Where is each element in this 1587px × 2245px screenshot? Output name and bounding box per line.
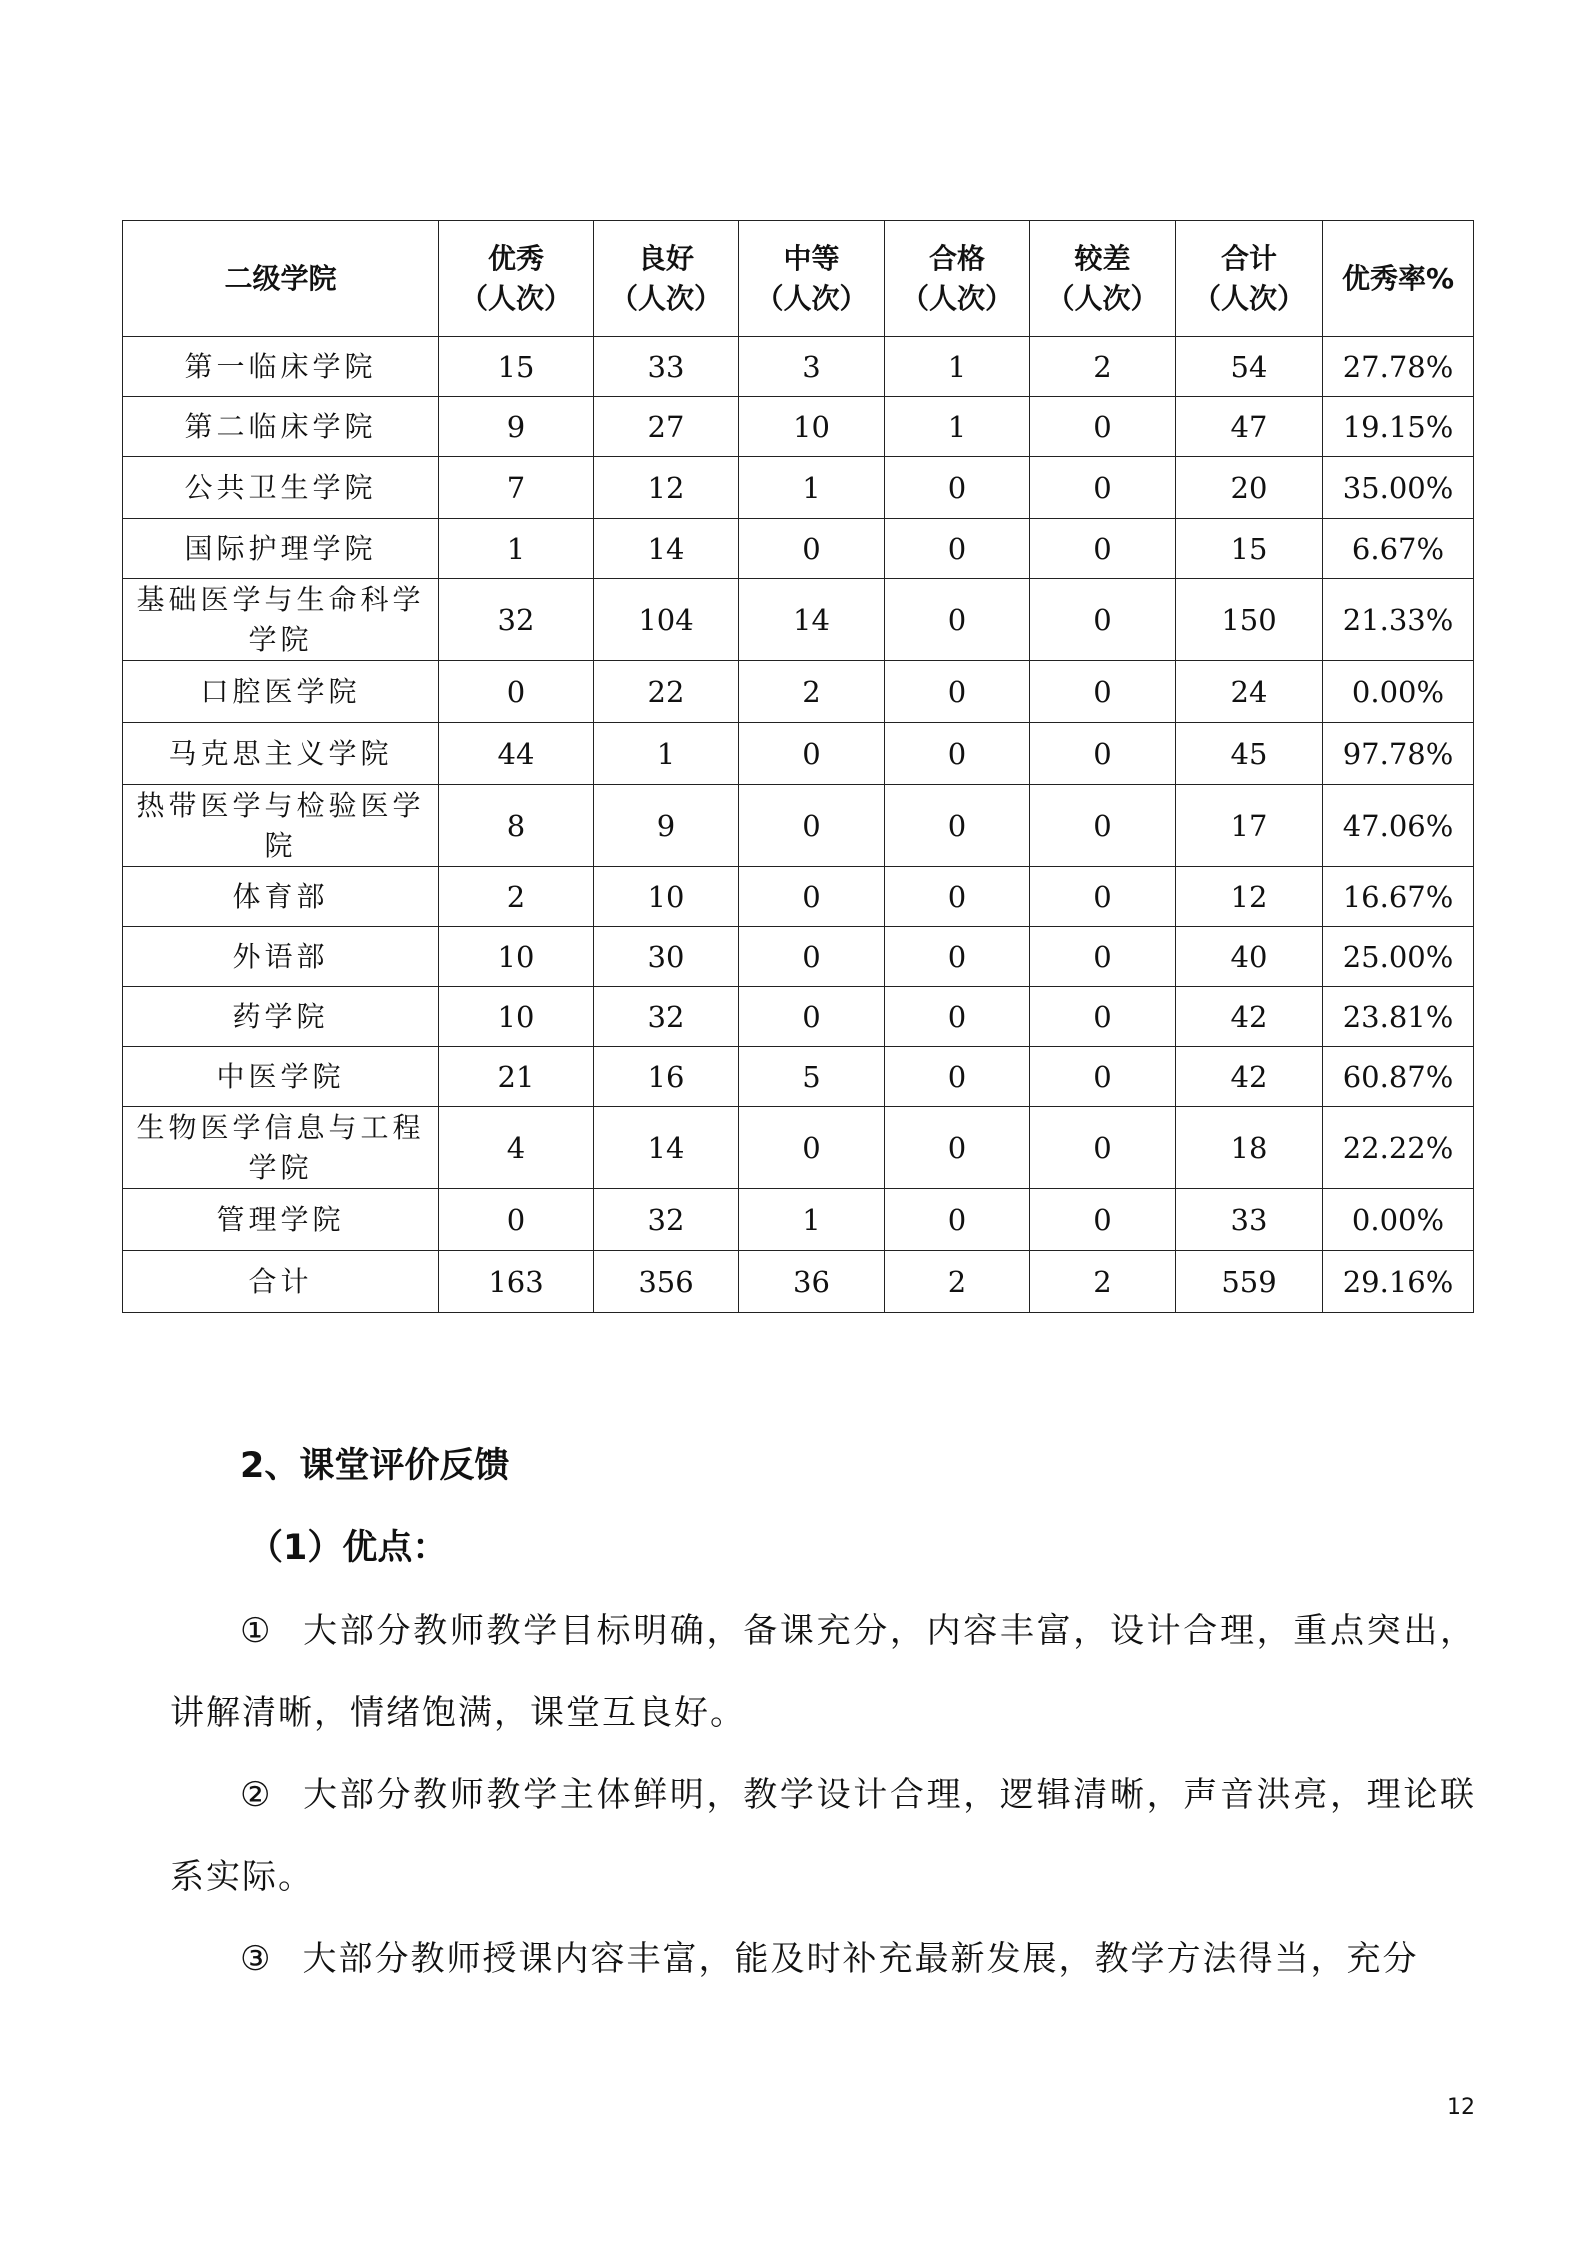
column-header [439, 221, 594, 337]
table-cell: 2 [1030, 337, 1176, 397]
table-cell: 44 [439, 723, 594, 785]
table-row [123, 397, 1474, 457]
table-cell: 0 [1030, 785, 1176, 867]
college-name-cell: 第二临床学院 [123, 397, 439, 457]
table-cell: 0 [1030, 927, 1176, 987]
college-name-cell: 公共卫生学院 [123, 457, 439, 519]
page-number: 12 [1447, 2095, 1475, 2120]
table-row [123, 457, 1474, 519]
table-cell: 1 [739, 457, 885, 519]
column-header [1176, 221, 1323, 337]
column-header [1030, 221, 1176, 337]
table-cell: 42 [1176, 987, 1323, 1047]
column-header [594, 221, 739, 337]
college-name-cell: 生物医学信息与工程学院 [123, 1107, 439, 1189]
column-header-unit: （人次） [1192, 281, 1305, 315]
table-cell: 47 [1176, 397, 1323, 457]
table-cell: 42 [1176, 1047, 1323, 1107]
table-cell: 2 [885, 1251, 1030, 1313]
column-header-label: 中等 [783, 241, 840, 275]
table-cell: 0 [739, 867, 885, 927]
table-cell: 0 [1030, 519, 1176, 579]
subsection-title: （1）优点： [248, 1528, 448, 1568]
table-cell: 12 [1176, 867, 1323, 927]
college-name-cell: 口腔医学院 [123, 661, 439, 723]
table-cell: 16 [594, 1047, 739, 1107]
column-header-unit: （人次） [900, 281, 1013, 315]
table-cell: 10 [439, 927, 594, 987]
table-cell: 6.67% [1323, 519, 1474, 579]
table-cell: 17 [1176, 785, 1323, 867]
column-header-unit: （人次） [755, 281, 868, 315]
table-cell: 14 [739, 579, 885, 661]
table-cell: 54 [1176, 337, 1323, 397]
column-header-unit: （人次） [1046, 281, 1159, 315]
table-cell: 2 [439, 867, 594, 927]
table-cell: 0 [739, 785, 885, 867]
college-name-cell: 合计 [123, 1251, 439, 1313]
table-cell: 1 [594, 723, 739, 785]
college-name-cell: 基础医学与生命科学学院 [123, 579, 439, 661]
column-header [885, 221, 1030, 337]
table-cell: 0 [1030, 723, 1176, 785]
table-cell: 35.00% [1323, 457, 1474, 519]
table-cell: 0 [739, 987, 885, 1047]
table-cell: 33 [594, 337, 739, 397]
column-header-label: 二级学院 [224, 261, 337, 295]
table-row [123, 519, 1474, 579]
table-cell: 15 [439, 337, 594, 397]
table-cell: 36 [739, 1251, 885, 1313]
table-cell: 0 [739, 723, 885, 785]
column-header-label: 良好 [637, 241, 694, 275]
column-header [1323, 221, 1474, 337]
paragraph-text: 大部分教师教学目标明确，备课充分，内容丰富，设计合理，重点突出，讲解清晰，情绪饱满，课堂互良好。 [170, 1611, 1476, 1733]
table-cell: 30 [594, 927, 739, 987]
table-cell: 33 [1176, 1189, 1323, 1251]
table-cell: 0 [885, 579, 1030, 661]
table-cell: 9 [594, 785, 739, 867]
paragraph-text: 大部分教师授课内容丰富，能及时补充最新发展，教学方法得当，充分 [302, 1939, 1419, 1979]
table-cell: 97.78% [1323, 723, 1474, 785]
table-cell: 29.16% [1323, 1251, 1474, 1313]
table-cell: 3 [739, 337, 885, 397]
college-name-cell: 国际护理学院 [123, 519, 439, 579]
table-cell: 10 [439, 987, 594, 1047]
table-row [123, 1047, 1474, 1107]
table-row [123, 1107, 1474, 1189]
table-cell: 0 [1030, 867, 1176, 927]
column-header-unit: （人次） [609, 281, 722, 315]
table-cell: 0 [885, 1107, 1030, 1189]
table-cell: 559 [1176, 1251, 1323, 1313]
table-cell: 163 [439, 1251, 594, 1313]
table-row [123, 867, 1474, 927]
table-cell: 21.33% [1323, 579, 1474, 661]
table-cell: 1 [439, 519, 594, 579]
paragraph-marker: ③ [240, 1939, 273, 1979]
table-cell: 0 [1030, 457, 1176, 519]
table-cell: 0 [1030, 661, 1176, 723]
table-cell: 14 [594, 1107, 739, 1189]
table-cell: 10 [594, 867, 739, 927]
table-cell: 9 [439, 397, 594, 457]
table-row [123, 579, 1474, 661]
table-cell: 0 [439, 661, 594, 723]
column-header-label: 优秀率% [1341, 261, 1455, 295]
table-cell: 0 [885, 457, 1030, 519]
table-cell: 47.06% [1323, 785, 1474, 867]
table-cell: 27 [594, 397, 739, 457]
table-header-row [123, 221, 1474, 337]
table-cell: 24 [1176, 661, 1323, 723]
table-cell: 356 [594, 1251, 739, 1313]
table-cell: 20 [1176, 457, 1323, 519]
table-cell: 4 [439, 1107, 594, 1189]
paragraph-text: 大部分教师教学主体鲜明，教学设计合理，逻辑清晰，声音洪亮，理论联系实际。 [170, 1775, 1476, 1897]
table-cell: 60.87% [1323, 1047, 1474, 1107]
table-row [123, 1251, 1474, 1313]
table-cell: 0 [885, 785, 1030, 867]
table-body [123, 337, 1474, 1313]
table-cell: 0 [885, 867, 1030, 927]
table-cell: 0 [885, 519, 1030, 579]
table-cell: 0 [739, 519, 885, 579]
table-cell: 0 [739, 1107, 885, 1189]
table-row [123, 987, 1474, 1047]
table-cell: 1 [885, 397, 1030, 457]
table-cell: 19.15% [1323, 397, 1474, 457]
table-cell: 0 [1030, 987, 1176, 1047]
table-row [123, 927, 1474, 987]
table-cell: 0 [885, 723, 1030, 785]
section-title: 2、课堂评价反馈 [240, 1446, 510, 1486]
college-name-cell: 管理学院 [123, 1189, 439, 1251]
college-name-cell: 第一临床学院 [123, 337, 439, 397]
table-cell: 22 [594, 661, 739, 723]
table-cell: 0 [739, 927, 885, 987]
table-cell: 0 [1030, 397, 1176, 457]
table-cell: 14 [594, 519, 739, 579]
table-cell: 0 [885, 661, 1030, 723]
table-cell: 150 [1176, 579, 1323, 661]
table-cell: 0.00% [1323, 1189, 1474, 1251]
college-name-cell: 热带医学与检验医学院 [123, 785, 439, 867]
table-row [123, 723, 1474, 785]
table-cell: 7 [439, 457, 594, 519]
table-row [123, 1189, 1474, 1251]
table-cell: 10 [739, 397, 885, 457]
table-cell: 104 [594, 579, 739, 661]
paragraph-2 [170, 1754, 1476, 1918]
table-cell: 2 [739, 661, 885, 723]
table-cell: 0 [885, 927, 1030, 987]
table-cell: 1 [739, 1189, 885, 1251]
table-cell: 32 [439, 579, 594, 661]
table-cell: 5 [739, 1047, 885, 1107]
table-cell: 0 [1030, 1107, 1176, 1189]
table-cell: 0 [439, 1189, 594, 1251]
table-cell: 12 [594, 457, 739, 519]
table-cell: 0 [1030, 1047, 1176, 1107]
table-cell: 2 [1030, 1251, 1176, 1313]
table-cell: 40 [1176, 927, 1323, 987]
table-row [123, 661, 1474, 723]
column-header-label: 优秀 [487, 241, 544, 275]
paragraph-marker: ② [240, 1775, 274, 1815]
table-cell: 0 [885, 987, 1030, 1047]
column-header [739, 221, 885, 337]
table-cell: 32 [594, 1189, 739, 1251]
evaluation-table [122, 220, 1474, 1313]
table-cell: 0 [1030, 1189, 1176, 1251]
column-header-label: 较差 [1074, 241, 1131, 275]
column-header-label: 合格 [928, 241, 985, 275]
table-cell: 21 [439, 1047, 594, 1107]
paragraph-marker: ① [240, 1611, 274, 1651]
table-cell: 0 [1030, 579, 1176, 661]
table-cell: 32 [594, 987, 739, 1047]
column-header-label: 合计 [1220, 241, 1277, 275]
table-cell: 0 [885, 1047, 1030, 1107]
paragraph-3 [170, 1918, 1476, 2000]
paragraph-1 [170, 1590, 1476, 1754]
college-name-cell: 马克思主义学院 [123, 723, 439, 785]
table-cell: 1 [885, 337, 1030, 397]
table-cell: 0.00% [1323, 661, 1474, 723]
column-header-unit: （人次） [459, 281, 572, 315]
college-name-cell: 外语部 [123, 927, 439, 987]
table-cell: 0 [885, 1189, 1030, 1251]
table-cell: 25.00% [1323, 927, 1474, 987]
table-row [123, 785, 1474, 867]
table-cell: 27.78% [1323, 337, 1474, 397]
table-row [123, 337, 1474, 397]
table-cell: 8 [439, 785, 594, 867]
table-cell: 45 [1176, 723, 1323, 785]
table-cell: 23.81% [1323, 987, 1474, 1047]
table-cell: 18 [1176, 1107, 1323, 1189]
college-name-cell: 体育部 [123, 867, 439, 927]
table-cell: 16.67% [1323, 867, 1474, 927]
college-name-cell: 药学院 [123, 987, 439, 1047]
column-header [123, 221, 439, 337]
table-cell: 22.22% [1323, 1107, 1474, 1189]
table-cell: 15 [1176, 519, 1323, 579]
college-name-cell: 中医学院 [123, 1047, 439, 1107]
